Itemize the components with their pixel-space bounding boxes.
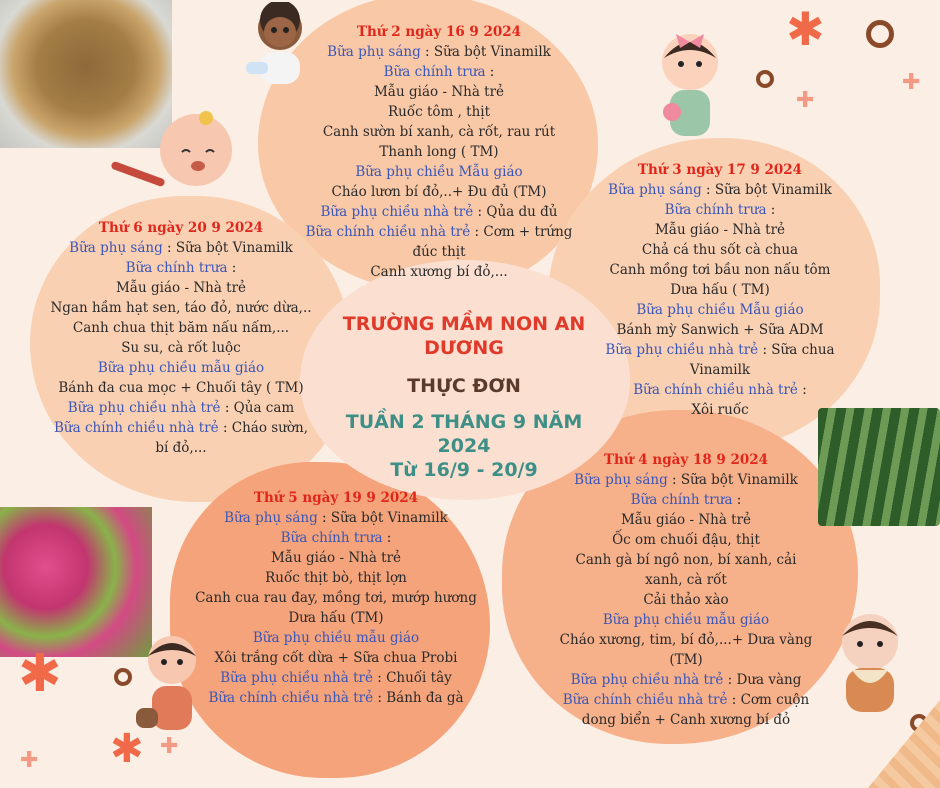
meal-label: Bữa chính trưa bbox=[280, 530, 383, 546]
day-title: Thứ 6 ngày 20 9 2024 bbox=[98, 220, 264, 236]
menu-line bbox=[186, 508, 486, 528]
meal-text: : Bánh đa gà bbox=[373, 690, 464, 706]
meal-label: Bữa phụ chiều nhà trẻ bbox=[220, 670, 373, 686]
day-title: Thứ 2 ngày 16 9 2024 bbox=[356, 24, 522, 40]
dragon-fruit-photo bbox=[0, 507, 152, 657]
meal-text: Xôi ruốc bbox=[691, 402, 749, 418]
meal-text: : bbox=[797, 382, 807, 398]
meal-label: Bữa chính chiều nhà trẻ bbox=[305, 224, 471, 240]
meal-text: Canh cua rau đay, mồng tơi, mướp hương bbox=[195, 590, 477, 606]
menu-line bbox=[50, 418, 312, 458]
meal-label: Bữa phụ chiều Mẫu giáo bbox=[355, 164, 523, 180]
menu-wednesday bbox=[556, 450, 816, 730]
meal-text: Su su, cà rốt luộc bbox=[121, 340, 241, 356]
baby-crying-icon bbox=[110, 104, 240, 200]
day-title: Thứ 5 ngày 19 9 2024 bbox=[253, 490, 419, 506]
meal-text: Bánh mỳ Sanwich + Sữa ADM bbox=[616, 322, 824, 338]
menu-line bbox=[556, 550, 816, 590]
menu-monday bbox=[296, 22, 582, 282]
menu-line bbox=[186, 668, 486, 688]
menu-line bbox=[50, 258, 312, 278]
menu-line bbox=[596, 380, 844, 400]
menu-line bbox=[50, 298, 312, 318]
menu-line bbox=[186, 628, 486, 648]
menu-line bbox=[186, 528, 486, 548]
menu-line bbox=[296, 222, 582, 262]
meal-text: Ốc om chuối đậu, thịt bbox=[612, 532, 760, 548]
meal-text: Canh xương bí đỏ,... bbox=[370, 264, 508, 280]
baby-girl-icon bbox=[650, 20, 730, 148]
menu-line bbox=[596, 220, 844, 240]
meal-label: Bữa phụ sáng bbox=[327, 44, 421, 60]
menu-line bbox=[186, 608, 486, 628]
meal-text: : Sữa bột Vinamilk bbox=[162, 240, 293, 256]
meal-label: Bữa chính trưa bbox=[383, 64, 486, 80]
school-name: TRƯỜNG MẦM NON AN DƯƠNG bbox=[342, 313, 586, 359]
meal-text: : bbox=[732, 492, 742, 508]
meal-text: Chả cá thu sốt cà chua bbox=[641, 242, 799, 258]
menu-line bbox=[50, 318, 312, 338]
meal-label: Bữa phụ sáng bbox=[608, 182, 702, 198]
date-range: Từ 16/9 - 20/9 bbox=[390, 459, 538, 481]
menu-line bbox=[596, 400, 844, 420]
sparkle-icon: ✚ bbox=[160, 734, 179, 759]
meal-text: : bbox=[227, 260, 237, 276]
sparkle-icon: ✚ bbox=[902, 70, 921, 95]
menu-line bbox=[596, 200, 844, 220]
week-label: TUẦN 2 THÁNG 9 NĂM 2024 bbox=[345, 411, 583, 457]
donut-icon bbox=[114, 668, 132, 686]
menu-line bbox=[556, 610, 816, 630]
menu-line bbox=[596, 240, 844, 260]
menu-line bbox=[556, 690, 816, 730]
meal-text: Cháo xương, tim, bí đỏ,...+ Dưa vàng (TM) bbox=[559, 632, 813, 668]
meal-text: Canh chua thịt băm nấu nấm,... bbox=[72, 320, 290, 336]
meal-text: Bánh đa cua mọc + Chuối tây ( TM) bbox=[58, 380, 304, 396]
menu-thursday bbox=[186, 488, 486, 708]
menu-line bbox=[50, 378, 312, 398]
meal-text: : Qủa cam bbox=[220, 400, 295, 416]
meal-text: : Chuối tây bbox=[372, 670, 452, 686]
menu-line bbox=[186, 568, 486, 588]
meal-label: Bữa phụ chiều nhà trẻ bbox=[320, 204, 474, 220]
menu-line bbox=[596, 280, 844, 300]
meal-text: Mẫu giáo - Nhà trẻ bbox=[115, 280, 247, 296]
sparkle-icon: ✱ bbox=[18, 644, 62, 704]
menu-line bbox=[50, 278, 312, 298]
meal-text: Canh gà bí ngô non, bí xanh, cải xanh, cà rốt bbox=[575, 552, 797, 588]
meal-label: Bữa chính trưa bbox=[664, 202, 767, 218]
meal-text: : Cháo sườn, bí đỏ,... bbox=[155, 420, 309, 456]
menu-line bbox=[296, 42, 582, 62]
sparkle-icon: ✚ bbox=[796, 88, 815, 113]
menu-line bbox=[296, 182, 582, 202]
meal-label: Bữa phụ sáng bbox=[224, 510, 318, 526]
menu-line bbox=[556, 490, 816, 510]
menu-line bbox=[186, 588, 486, 608]
meal-text: : Sữa bột Vinamilk bbox=[317, 510, 448, 526]
meal-text: Canh sườn bí xanh, cà rốt, rau rút bbox=[322, 124, 556, 140]
meal-label: Bữa chính chiều nhà trẻ bbox=[633, 382, 798, 398]
menu-line bbox=[596, 300, 844, 320]
meal-text: Dưa hấu (TM) bbox=[288, 610, 384, 626]
menu-line bbox=[50, 338, 312, 358]
meal-text: Thanh long ( TM) bbox=[379, 144, 499, 160]
meal-text: : Sữa bột Vinamilk bbox=[667, 472, 798, 488]
meal-text: Mẫu giáo - Nhà trẻ bbox=[373, 84, 505, 100]
meal-label: Bữa phụ sáng bbox=[574, 472, 668, 488]
menu-line bbox=[296, 82, 582, 102]
menu-line bbox=[556, 470, 816, 490]
menu-line bbox=[186, 548, 486, 568]
menu-line bbox=[296, 62, 582, 82]
menu-line bbox=[556, 670, 816, 690]
meal-label: Bữa phụ chiều mẫu giáo bbox=[97, 360, 265, 376]
watermelon-photo bbox=[818, 408, 940, 526]
meal-label: Bữa chính chiều nhà trẻ bbox=[208, 690, 374, 706]
meal-text: Canh mồng tơi bầu non nấu tôm bbox=[609, 262, 831, 278]
meal-label: Bữa phụ chiều nhà trẻ bbox=[67, 400, 221, 416]
menu-friday bbox=[50, 218, 312, 458]
menu-line bbox=[50, 398, 312, 418]
menu-line bbox=[296, 102, 582, 122]
meal-text: : Sữa chua Vinamilk bbox=[689, 342, 835, 378]
meal-label: Bữa phụ sáng bbox=[69, 240, 163, 256]
sparkle-icon: ✚ bbox=[20, 748, 39, 773]
baby-bib-icon bbox=[826, 606, 912, 718]
meal-text: Mẫu giáo - Nhà trẻ bbox=[654, 222, 786, 238]
meal-text: : Sữa bột Vinamilk bbox=[420, 44, 551, 60]
meal-text: : bbox=[485, 64, 495, 80]
meal-text: Cháo lươn bí đỏ,..+ Đu đủ (TM) bbox=[331, 184, 547, 200]
meal-label: Bữa phụ chiều nhà trẻ bbox=[570, 672, 724, 688]
meal-label: Bữa phụ chiều mẫu giáo bbox=[602, 612, 770, 628]
meal-text: Mẫu giáo - Nhà trẻ bbox=[270, 550, 402, 566]
menu-line bbox=[596, 340, 844, 380]
meal-label: Bữa chính trưa bbox=[630, 492, 733, 508]
menu-tuesday bbox=[596, 160, 844, 420]
donut-icon bbox=[756, 70, 774, 88]
meal-label: Bữa phụ chiều nhà trẻ bbox=[605, 342, 759, 358]
meal-text: : Cơm cuộn dong biển + Canh xương bí đỏ bbox=[581, 692, 810, 728]
menu-line bbox=[296, 202, 582, 222]
meal-label: Bữa chính chiều nhà trẻ bbox=[562, 692, 728, 708]
meal-label: Bữa phụ chiều mẫu giáo bbox=[252, 630, 420, 646]
menu-line bbox=[556, 630, 816, 670]
meal-text: Ruốc tôm , thịt bbox=[387, 104, 491, 120]
meal-text: : Cơm + trứng đúc thịt bbox=[412, 224, 573, 260]
sparkle-icon: ✱ bbox=[110, 726, 144, 772]
meal-text: : bbox=[766, 202, 776, 218]
meal-text: : Qủa du đủ bbox=[473, 204, 558, 220]
meal-label: Bữa chính trưa bbox=[125, 260, 228, 276]
menu-line bbox=[50, 238, 312, 258]
menu-line bbox=[596, 320, 844, 340]
day-title: Thứ 4 ngày 18 9 2024 bbox=[603, 452, 769, 468]
menu-line bbox=[296, 122, 582, 142]
menu-line bbox=[296, 162, 582, 182]
meal-label: Bữa phụ chiều Mẫu giáo bbox=[636, 302, 804, 318]
meal-text: Cải thảo xào bbox=[643, 592, 729, 608]
menu-line bbox=[596, 260, 844, 280]
menu-line bbox=[556, 590, 816, 610]
menu-title: THỰC ĐƠN bbox=[407, 375, 521, 397]
meal-label: Bữa chính chiều nhà trẻ bbox=[53, 420, 219, 436]
meal-text: Mẫu giáo - Nhà trẻ bbox=[620, 512, 752, 528]
sparkle-icon: ✱ bbox=[786, 2, 825, 56]
donut-icon bbox=[866, 20, 894, 48]
menu-line bbox=[186, 648, 486, 668]
meal-text: : Sữa bột Vinamilk bbox=[701, 182, 832, 198]
menu-line bbox=[296, 262, 582, 282]
menu-line bbox=[296, 142, 582, 162]
meal-text: : bbox=[382, 530, 392, 546]
day-title: Thứ 3 ngày 17 9 2024 bbox=[637, 162, 803, 178]
menu-line bbox=[556, 510, 816, 530]
meal-text: : Dưa vàng bbox=[723, 672, 802, 688]
meal-text: Ngan hầm hạt sen, táo đỏ, nước dừa,.. bbox=[50, 300, 312, 316]
menu-line bbox=[186, 688, 486, 708]
meal-text: Ruốc thịt bò, thịt lợn bbox=[265, 570, 407, 586]
meal-text: Xôi trắng cốt dừa + Sữa chua Probi bbox=[214, 650, 458, 666]
menu-line bbox=[596, 180, 844, 200]
menu-line bbox=[50, 358, 312, 378]
menu-line bbox=[556, 530, 816, 550]
meal-text: Dưa hấu ( TM) bbox=[670, 282, 770, 298]
